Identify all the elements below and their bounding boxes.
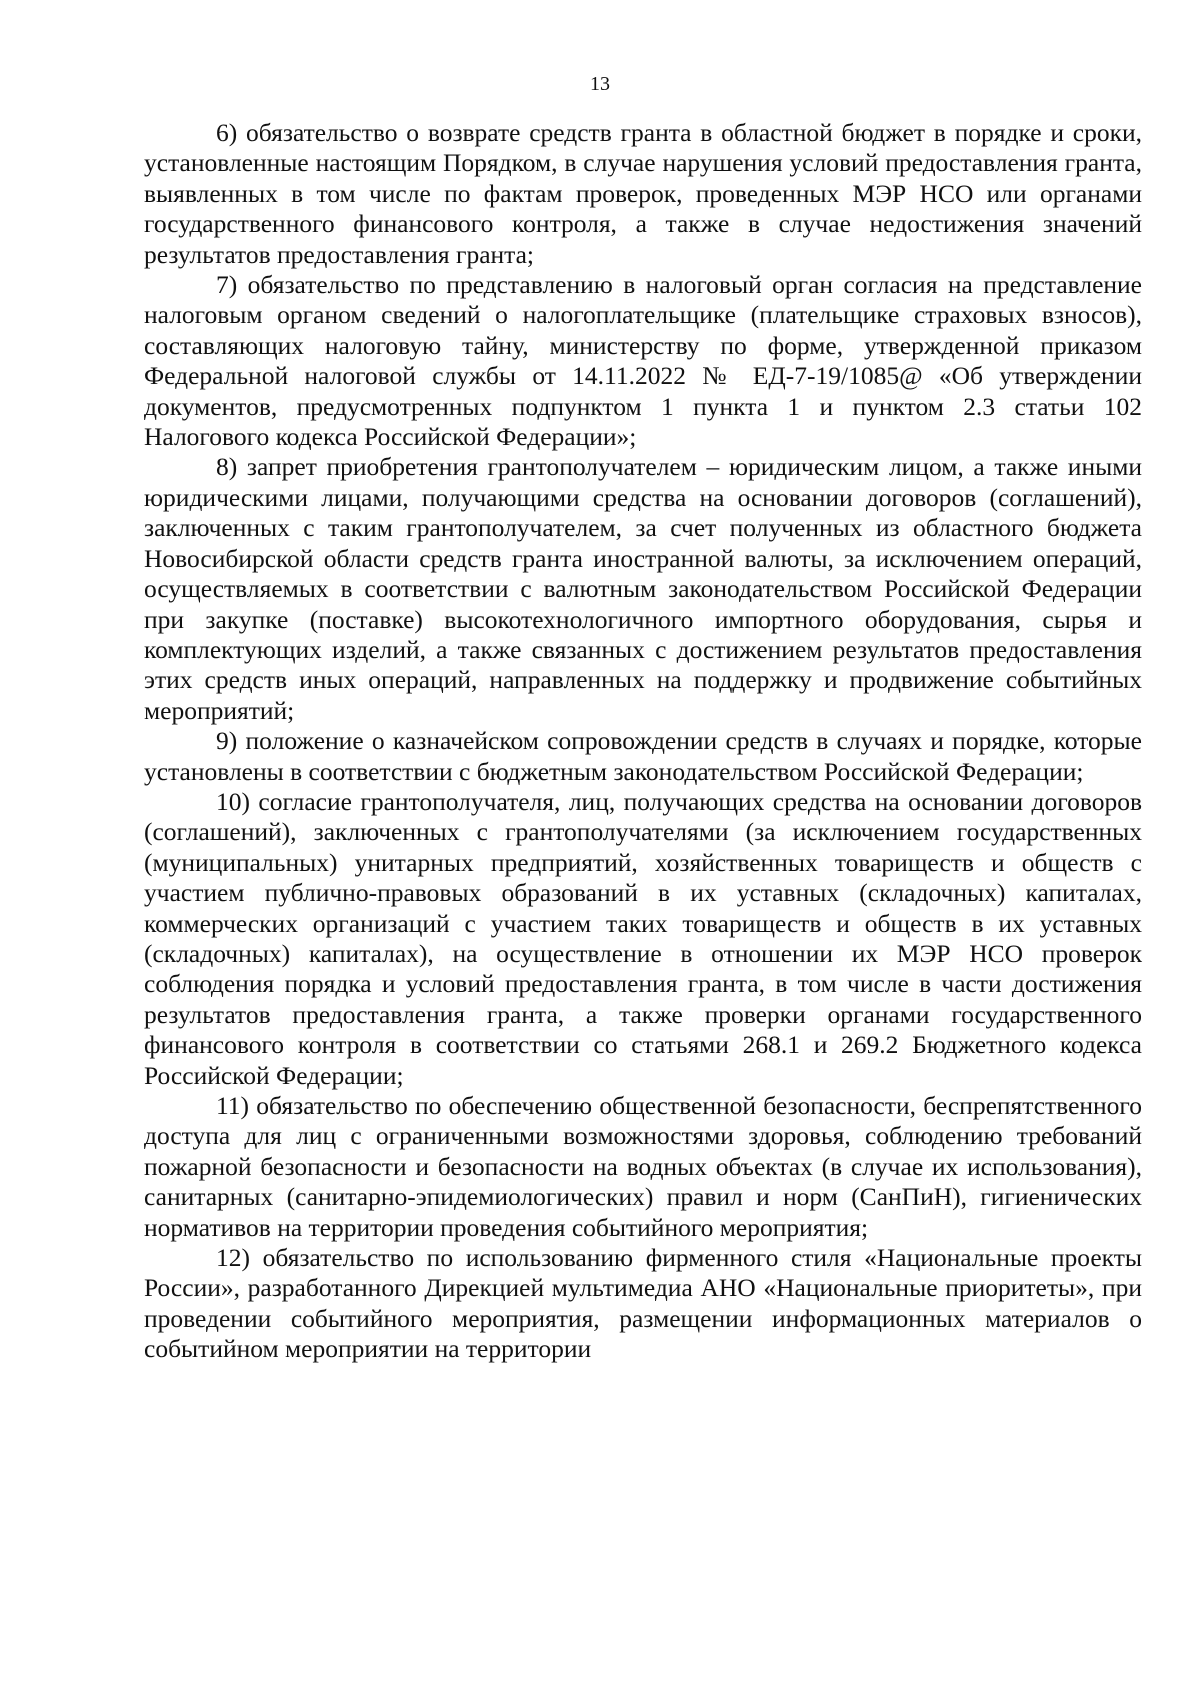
item-text: обязательство о возврате средств гранта в областной бюджет в порядке и сроки, установленные настоящим Порядком, в случае нарушения условий предоставления гранта, выявленных в том числе по фактам проверок, проведенных МЭР НСО или органами государственного финансового контроля, а также в случае недостижения значений результатов предоставления гранта; (144, 118, 1142, 269)
page-number: 13 (590, 73, 610, 95)
item-number: 6) (216, 118, 238, 147)
list-item-12 (144, 1243, 1142, 1365)
item-number: 7) (216, 270, 238, 300)
item-number: 10) (216, 786, 250, 816)
item-number: 11) (216, 1091, 250, 1120)
list-item-6 (144, 118, 1142, 270)
list-item-9 (144, 726, 1142, 787)
item-number: 9) (216, 726, 238, 756)
item-text: обязательство по обеспечению общественной безопасности, беспрепятственного доступа для лиц с ограниченными возможностями здоровья, соблюдению требований пожарной безопасности и безопасности на водных объектах (в случае их использования), санитарных (санитарно-эпидемиологических) правил и норм (СанПиН), гигиенических нормативов на территории проведения событийного мероприятия; (144, 1091, 1143, 1242)
item-number: 8) (216, 452, 238, 482)
item-number: 12) (216, 1243, 250, 1273)
item-text: обязательство по представлению в налоговый орган согласия на представление налоговым органом сведений о налогоплательщике (плательщике страховых взносов), составляющих налоговую тайну, министерству по форме, утвержденной приказом Федеральной налоговой службы от 14.11.2022 № ЕД-7-19/1085@ «Об утверждении документов, предусмотренных подпунктом 1 пункта 1 и пунктом 2.3 статьи 102 Налогового кодекса Российской Федерации»; (144, 270, 1142, 452)
list-item-7 (144, 270, 1142, 452)
item-text: обязательство по использованию фирменного стиля «Национальные проекты России», разработанного Дирекцией мультимедиа АНО «Национальные приоритеты», при проведении событийного мероприятия, размещении информационных материалов о событийном мероприятии на территории (144, 1243, 1143, 1364)
list-item-8 (144, 452, 1142, 726)
list-item-10 (144, 787, 1142, 1091)
list-item-11 (144, 1091, 1142, 1243)
item-text: согласие грантополучателя, лиц, получающих средства на основании договоров (соглашений), заключенных с грантополучателями (за исключением государственных (муниципальных) унитарных предприятий, хозяйственных товариществ и обществ с участием публично-правовых образований в их уставных (складочных) капиталах, коммерческих организаций с участием таких товариществ и обществ в их уставных (складочных) капиталах), на осуществление в отношении их МЭР НСО проверок соблюдения порядка и условий предоставления гранта, в том числе в части достижения результатов предоставления гранта, а также проверки органами государственного финансового контроля в соответствии со статьями 268.1 и 269.2 Бюджетного кодекса Российской Федерации; (144, 786, 1142, 1090)
item-text: запрет приобретения грантополучателем – юридическим лицом, а также иными юридическими лицами, получающими средства на основании договоров (соглашений), заключенных с таким грантополучателем, за счет полученных из областного бюджета Новосибирской области средств гранта иностранной валюты, за исключением операций, осуществляемых в соответствии с валютным законодательством Российской Федерации при закупке (поставке) высокотехнологичного импортного оборудования, сырья и комплектующих изделий, а также связанных с достижением результатов предоставления этих средств иных операций, направленных на поддержку и продвижение событийных мероприятий; (144, 452, 1143, 725)
item-text: положение о казначейском сопровождении средств в случаях и порядке, которые установлены в соответствии с бюджетным законодательством Российской Федерации; (144, 726, 1143, 786)
document-body (144, 118, 1142, 1365)
